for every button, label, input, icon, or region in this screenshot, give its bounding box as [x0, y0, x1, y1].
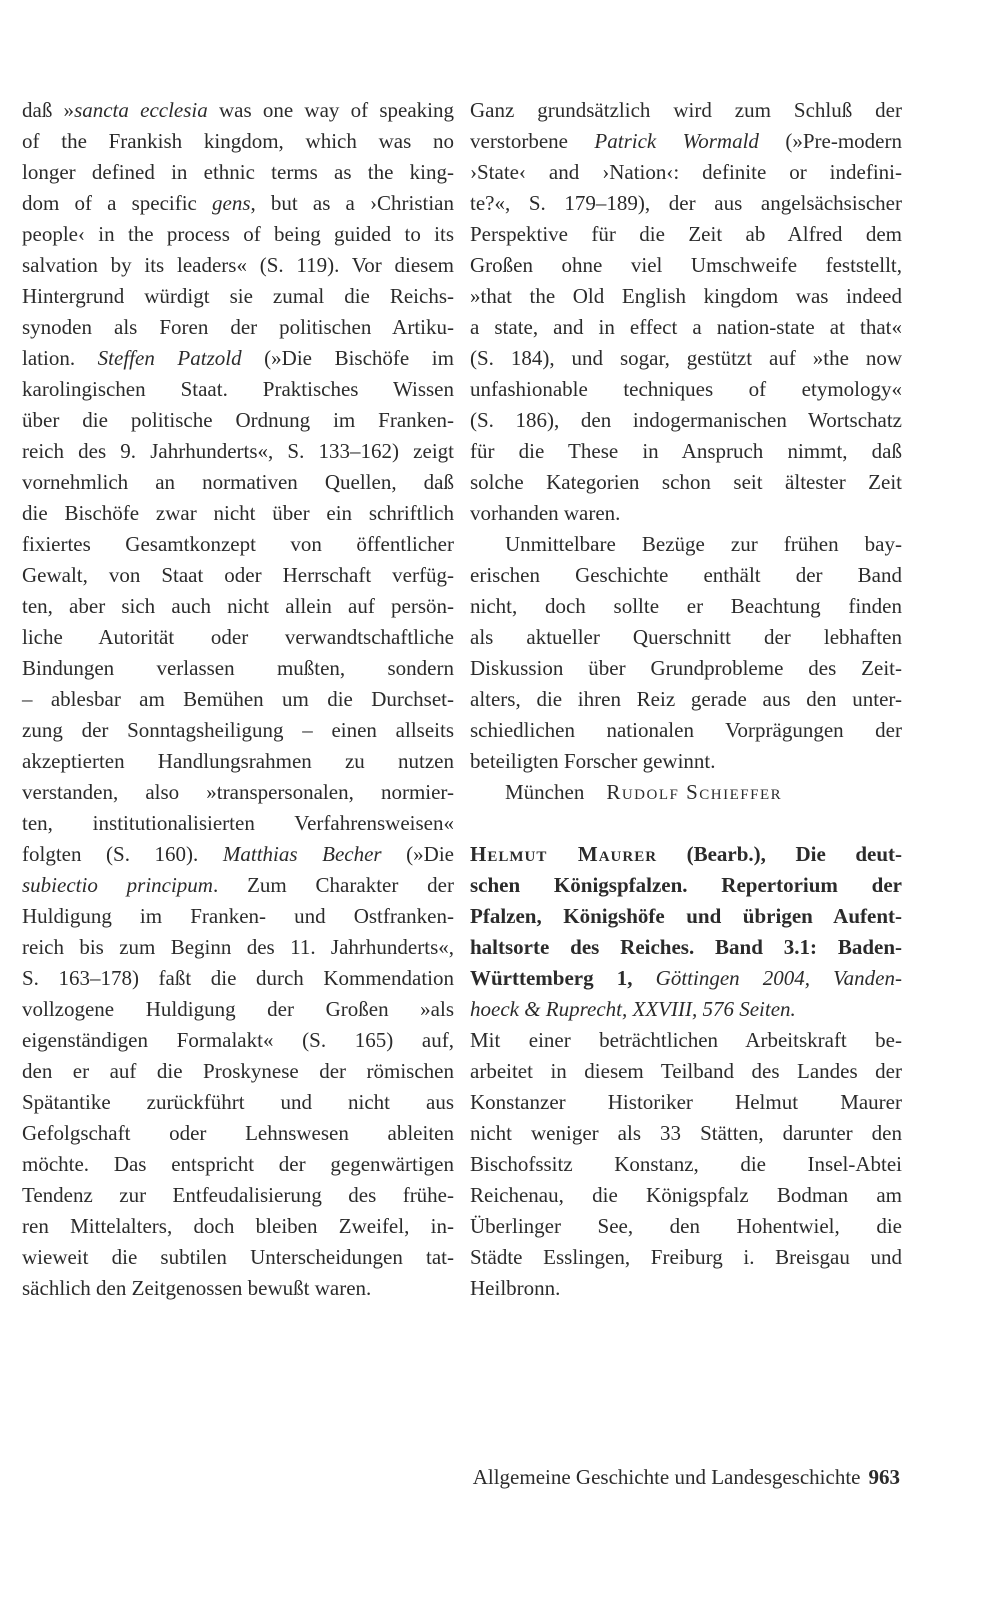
text-line [470, 436, 902, 467]
text-run: als aktueller Querschnitt der lebhaften [470, 625, 902, 649]
text-line [22, 901, 454, 932]
text-run: sächlich den Zeitgenossen bewußt waren. [22, 1276, 372, 1300]
text-run: S. 163–178) faßt die durch Kommendation [22, 966, 454, 990]
text-line [22, 250, 454, 281]
page-footer [440, 1462, 900, 1493]
text-line [22, 870, 454, 901]
text-run: wieweit die subtilen Unterscheidungen tat- [22, 1245, 454, 1269]
text-run: eigenständigen Formalakt« (S. 165) auf, [22, 1028, 454, 1052]
text-run: longer defined in ethnic terms as the king- [22, 160, 454, 184]
text-run: (S. 184), und sogar, gestützt auf »the now [470, 346, 902, 370]
text-line [22, 1056, 454, 1087]
text-line [22, 467, 454, 498]
text-line [470, 467, 902, 498]
text-run: vollzogene Huldigung der Großen »als [22, 997, 454, 1021]
text-run: nicht weniger als 33 Stätten, darunter den [470, 1121, 902, 1145]
paragraph [470, 1025, 902, 1304]
text-line [22, 498, 454, 529]
text-run: ren Mittelalters, doch bleiben Zweifel, in- [22, 1214, 454, 1238]
text-line [470, 715, 902, 746]
text-line [470, 591, 902, 622]
text-line [22, 715, 454, 746]
text-line [22, 591, 454, 622]
text-line [470, 374, 902, 405]
text-line [22, 684, 454, 715]
text-run: »that the Old English kingdom was indeed [470, 284, 902, 308]
paragraph [470, 95, 902, 529]
publication-info: Göttingen 2004, Vanden- [655, 966, 902, 990]
text-run: reich bis zum Beginn des 11. Jahrhunderts«, [22, 935, 454, 959]
text-run: Bischofssitz Konstanz, die Insel-Abtei [470, 1152, 902, 1176]
text-line [22, 1180, 454, 1211]
left-column [22, 95, 454, 1304]
text-run: Reichenau, die Königspfalz Bodman am [470, 1183, 902, 1207]
text-line [470, 653, 902, 684]
text-run: ten, institutionalisierten Verfahrensweisen« [22, 811, 454, 835]
text-run: lation. [22, 346, 98, 370]
text-run: verstorbene [470, 129, 595, 153]
text-run: die Bischöfe zwar nicht über ein schriftlich [22, 501, 454, 525]
text-line [470, 1118, 902, 1149]
text-line [22, 777, 454, 808]
text-run: unfashionable techniques of etymology« [470, 377, 902, 401]
text-line [22, 622, 454, 653]
text-line [22, 808, 454, 839]
text-run: Gewalt, von Staat oder Herrschaft verfüg- [22, 563, 454, 587]
text-run: ›State‹ and ›Nation‹: definite or indefini- [470, 160, 902, 184]
text-line [470, 529, 902, 560]
text-line [22, 436, 454, 467]
text-line [470, 498, 902, 529]
text-run: verstanden, also »transpersonalen, normier- [22, 780, 454, 804]
text-line [22, 1211, 454, 1242]
text-run: vorhanden waren. [470, 501, 621, 525]
text-run: arbeitet in diesem Teilband des Landes der [470, 1059, 902, 1083]
page-number: 963 [868, 1465, 900, 1489]
text-run: möchte. Das entspricht der gegenwärtigen [22, 1152, 454, 1176]
text-line [22, 1149, 454, 1180]
text-run: den er auf die Proskynese der römischen [22, 1059, 454, 1083]
review-heading-line: schen Königspfalzen. Repertorium der [470, 873, 902, 897]
text-line [470, 1242, 902, 1273]
text-line [470, 1180, 902, 1211]
text-line [22, 1242, 454, 1273]
text-run: Städte Esslingen, Freiburg i. Breisgau und [470, 1245, 902, 1269]
text-line [470, 188, 902, 219]
review-heading-line: haltsorte des Reiches. Band 3.1: Baden- [470, 935, 902, 959]
text-run: synoden als Foren der politischen Artiku- [22, 315, 454, 339]
text-line [22, 653, 454, 684]
text-run: – ablesbar am Bemühen um die Durchset- [22, 687, 454, 711]
text-run: te?«, S. 179–189), der aus angelsächsischer [470, 191, 902, 215]
text-run: ten, aber sich auch nicht allein auf persön- [22, 594, 454, 618]
text-run: akzeptierten Handlungsrahmen zu nutzen [22, 749, 454, 773]
text-run: . Zum Charakter der [212, 873, 454, 897]
italic-text: Steffen Patzold [97, 346, 242, 370]
text-run: Huldigung im Franken- und Ostfranken- [22, 904, 454, 928]
text-line [22, 126, 454, 157]
text-run: dom of a specific [22, 191, 213, 215]
text-line [470, 1149, 902, 1180]
italic-text: sancta ecclesia [74, 98, 208, 122]
italic-text: Matthias Becher [222, 842, 382, 866]
text-run: liche Autorität oder verwandtschaftliche [22, 625, 454, 649]
text-line [470, 1056, 902, 1087]
text-line [470, 219, 902, 250]
signature-line [470, 777, 902, 808]
text-line [470, 281, 902, 312]
text-run: karolingischen Staat. Praktisches Wissen [22, 377, 454, 401]
text-run: (»Pre-modern [758, 129, 902, 153]
review-heading-line [470, 839, 902, 870]
paragraph [470, 529, 902, 777]
text-run: daß » [22, 98, 75, 122]
section-gap [470, 808, 902, 839]
text-line [470, 157, 902, 188]
text-run: alters, die ihren Reiz gerade aus den unter- [470, 687, 902, 711]
text-line [470, 560, 902, 591]
text-run: of the Frankish kingdom, which was no [22, 129, 454, 153]
text-run: Hintergrund würdigt sie zumal die Reichs- [22, 284, 454, 308]
text-line [22, 1087, 454, 1118]
text-run: (S. 186), den indogermanischen Wortschatz [470, 408, 902, 432]
text-run: Konstanzer Historiker Helmut Maurer [470, 1090, 902, 1114]
text-line [22, 374, 454, 405]
text-line [22, 529, 454, 560]
text-line [470, 1025, 902, 1056]
text-line [22, 188, 454, 219]
text-run: Mit einer beträchtlichen Arbeitskraft be- [470, 1028, 902, 1052]
review-heading-line [470, 963, 902, 994]
italic-text: Patrick Wormald [594, 129, 759, 153]
text-run: Überlinger See, den Hohentwiel, die [470, 1214, 902, 1238]
text-line [22, 405, 454, 436]
text-line [470, 1087, 902, 1118]
right-column [470, 95, 902, 1304]
text-run: (»Die Bischöfe im [241, 346, 454, 370]
text-line [22, 994, 454, 1025]
heading-text: (Bearb.), Die deut- [657, 842, 902, 866]
text-line [470, 405, 902, 436]
review-author: Helmut Maurer [470, 842, 658, 866]
signature-place: München [505, 780, 585, 804]
text-line [470, 746, 902, 777]
text-run: solche Kategorien schon seit ältester Zeit [470, 470, 902, 494]
text-run: Unmittelbare Bezüge zur frühen bay- [505, 532, 902, 556]
paragraph [22, 95, 454, 1304]
text-run: Heilbronn. [470, 1276, 561, 1300]
text-line [470, 343, 902, 374]
publication-info: hoeck & Ruprecht, XXVIII, 576 Seiten. [470, 997, 796, 1021]
text-line [22, 312, 454, 343]
text-run: Spätantike zurückführt und nicht aus [22, 1090, 454, 1114]
text-line [22, 1273, 454, 1304]
text-line [22, 1025, 454, 1056]
text-line [22, 95, 454, 126]
text-line [470, 684, 902, 715]
text-line [22, 746, 454, 777]
text-line [470, 126, 902, 157]
italic-text: subiectio principum [22, 873, 213, 897]
running-footer-title: Allgemeine Geschichte und Landesgeschichte [472, 1465, 861, 1489]
text-run: Bindungen verlassen mußten, sondern [22, 656, 454, 680]
text-line [470, 95, 902, 126]
text-run: fixiertes Gesamtkonzept von öffentlicher [22, 532, 454, 556]
text-run: Großen ohne viel Umschweife feststellt, [470, 253, 902, 277]
text-run: Gefolgschaft oder Lehnswesen ableiten [22, 1121, 454, 1145]
review-heading [470, 839, 902, 1025]
text-run: für die These in Anspruch nimmt, daß [470, 439, 902, 463]
text-run: erischen Geschichte enthält der Band [470, 563, 902, 587]
text-line [22, 343, 454, 374]
text-line [470, 622, 902, 653]
text-run: salvation by its leaders« (S. 119). Vor diesem [22, 253, 454, 277]
text-line [22, 560, 454, 591]
text-run: reich des 9. Jahrhunderts«, S. 133–162) zeigt [22, 439, 454, 463]
text-line [22, 839, 454, 870]
text-run: (»Die [381, 842, 454, 866]
text-line [22, 1118, 454, 1149]
text-line [470, 1273, 902, 1304]
text-line [22, 281, 454, 312]
text-run: folgten (S. 160). [22, 842, 223, 866]
text-line [22, 932, 454, 963]
text-line [22, 219, 454, 250]
text-line [470, 250, 902, 281]
text-run: a state, and in effect a nation-state at that« [470, 315, 902, 339]
text-run: vornehmlich an normativen Quellen, daß [22, 470, 454, 494]
text-run: Ganz grundsätzlich wird zum Schluß der [470, 98, 902, 122]
signature-name: Rudolf Schieffer [606, 780, 783, 804]
text-run: was one way of speaking [207, 98, 455, 122]
text-run: über die politische Ordnung im Franken- [22, 408, 454, 432]
text-run: schiedlichen nationalen Vorprägungen der [470, 718, 902, 742]
text-run: people‹ in the process of being guided to its [22, 222, 454, 246]
text-run: Diskussion über Grundprobleme des Zeit- [470, 656, 902, 680]
text-run: Tendenz zur Entfeudalisierung des frühe- [22, 1183, 454, 1207]
text-run: nicht, doch sollte er Beachtung finden [470, 594, 902, 618]
text-run: beteiligten Forscher gewinnt. [470, 749, 716, 773]
text-run: , but as a ›Christian [250, 191, 454, 215]
text-line [22, 157, 454, 188]
review-heading-line: Pfalzen, Königshöfe und übrigen Aufent- [470, 904, 902, 928]
heading-text: Württemberg 1, [470, 966, 656, 990]
text-line [22, 963, 454, 994]
text-run: zung der Sonntagsheiligung – einen allseits [22, 718, 454, 742]
text-line [470, 1211, 902, 1242]
italic-text: gens [212, 191, 251, 215]
text-run: Perspektive für die Zeit ab Alfred dem [470, 222, 902, 246]
text-line [470, 312, 902, 343]
